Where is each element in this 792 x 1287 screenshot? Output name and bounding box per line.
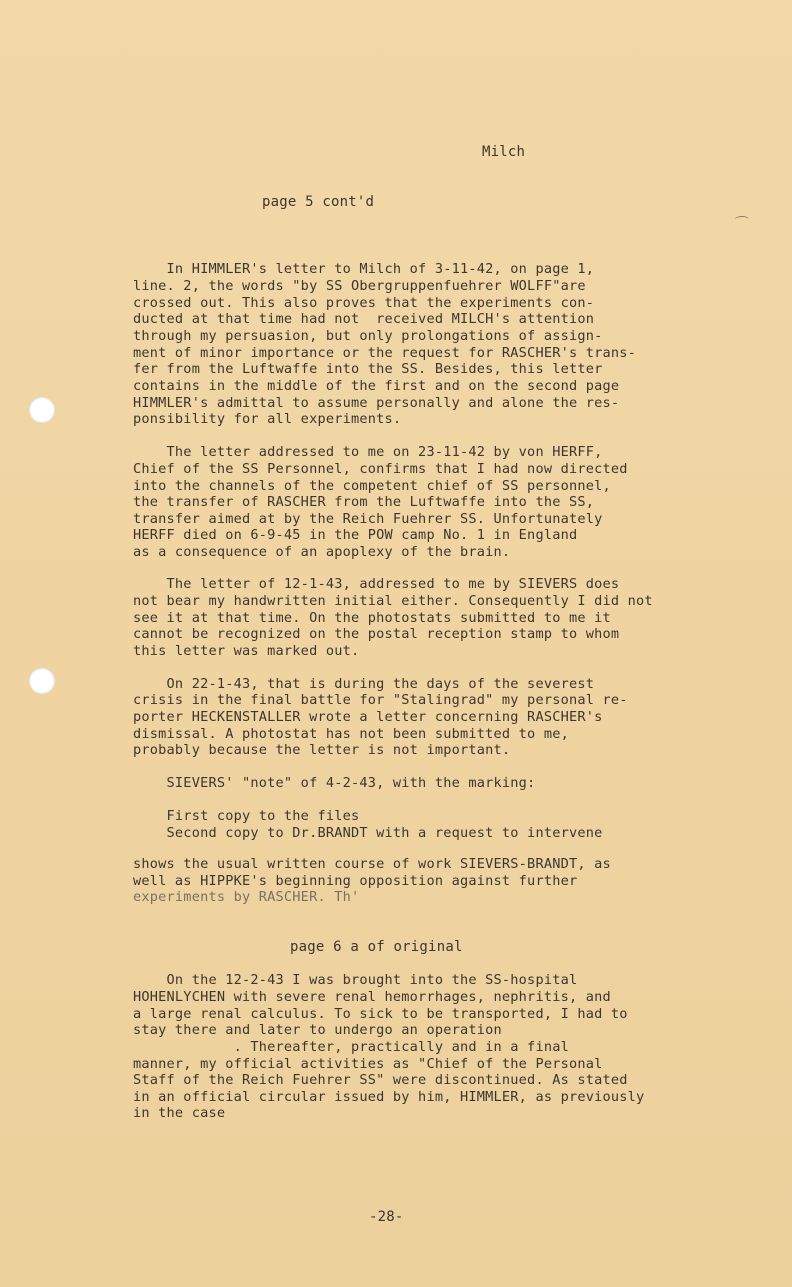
text-line: ment of minor importance or the request for RASCHER's trans- <box>133 345 637 361</box>
text-line: . Thereafter, practically and in a final <box>133 1039 569 1055</box>
text-line: in an official circular issued by him, HIMMLER, as previously <box>133 1089 645 1105</box>
header-name: Milch <box>482 144 526 160</box>
text-line: into the channels of the competent chief of SS personnel, <box>133 478 611 494</box>
text-line: On the 12-2-43 I was brought into the SS-hospital <box>133 972 578 988</box>
text-line: HIMMLER's admittal to assume personally and alone the res- <box>133 395 620 411</box>
text-line: HOHENLYCHEN with severe renal hemorrhages, nephritis, and <box>133 989 611 1005</box>
text-line: crossed out. This also proves that the experiments con- <box>133 295 595 311</box>
text-line: dismissal. A photostat has not been submitted to me, <box>133 726 569 742</box>
text-line: transfer aimed at by the Reich Fuehrer SS. Unfortunately <box>133 511 603 527</box>
text-line: the transfer of RASCHER from the Luftwaffe into the SS, <box>133 494 595 510</box>
text-line: in the case <box>133 1105 226 1121</box>
text-line: The letter of 12-1-43, addressed to me by SIEVERS does <box>133 576 620 592</box>
page-continued-label: page 5 cont'd <box>262 194 375 210</box>
text-line: contains in the middle of the first and on the second page <box>133 378 620 394</box>
text-line: The letter addressed to me on 23-11-42 by von HERFF, <box>133 444 603 460</box>
text-line: In HIMMLER's letter to Milch of 3-11-42, on page 1, <box>133 261 595 277</box>
text-line: probably because the letter is not important. <box>133 742 511 758</box>
text-line: crisis in the final battle for "Stalingrad" my personal re- <box>133 692 628 708</box>
text-line: see it at that time. On the photostats submitted to me it <box>133 610 611 626</box>
text-line: Second copy to Dr.BRANDT with a request to intervene <box>133 825 603 841</box>
original-page-heading: page 6 a of original <box>290 939 463 955</box>
text-line: stay there and later to undergo an operation <box>133 1022 502 1038</box>
page-number: -28- <box>369 1209 404 1225</box>
text-line: ducted at that time had not received MILCH's attention <box>133 311 595 327</box>
text-line: a large renal calculus. To sick to be transported, I had to <box>133 1006 628 1022</box>
margin-mark <box>735 216 749 223</box>
text-line: through my persuasion, but only prolongations of assign- <box>133 328 603 344</box>
text-line: Staff of the Reich Fuehrer SS" were discontinued. As stated <box>133 1072 628 1088</box>
paragraph-5: SIEVERS' "note" of 4-2-43, with the marking: <box>133 775 536 791</box>
text-line: line. 2, the words "by SS Obergruppenfuehrer WOLFF"are <box>133 278 586 294</box>
text-line: HERFF died on 6-9-45 in the POW camp No. 1 in England <box>133 527 578 543</box>
text-line: porter HECKENSTALLER wrote a letter concerning RASCHER's <box>133 709 603 725</box>
punch-hole-lower <box>29 668 55 694</box>
text-line: First copy to the files <box>133 808 360 824</box>
text-line: manner, my official activities as "Chief of the Personal <box>133 1056 603 1072</box>
text-line: as a consequence of an apoplexy of the brain. <box>133 544 511 560</box>
text-line: On 22-1-43, that is during the days of the severest <box>133 676 595 692</box>
text-line: not bear my handwritten initial either. Consequently I did not <box>133 593 653 609</box>
text-line: Chief of the SS Personnel, confirms that I had now directed <box>133 461 628 477</box>
text-line: experiments by RASCHER. Th' <box>133 889 360 905</box>
text-line: well as HIPPKE's beginning opposition against further <box>133 873 578 889</box>
text-line: fer from the Luftwaffe into the SS. Besides, this letter <box>133 361 603 377</box>
text-line: ponsibility for all experiments. <box>133 411 402 427</box>
text-line: shows the usual written course of work SIEVERS-BRANDT, as <box>133 856 611 872</box>
text-line: cannot be recognized on the postal reception stamp to whom <box>133 626 620 642</box>
punch-hole-upper <box>29 397 55 423</box>
text-line: this letter was marked out. <box>133 643 360 659</box>
